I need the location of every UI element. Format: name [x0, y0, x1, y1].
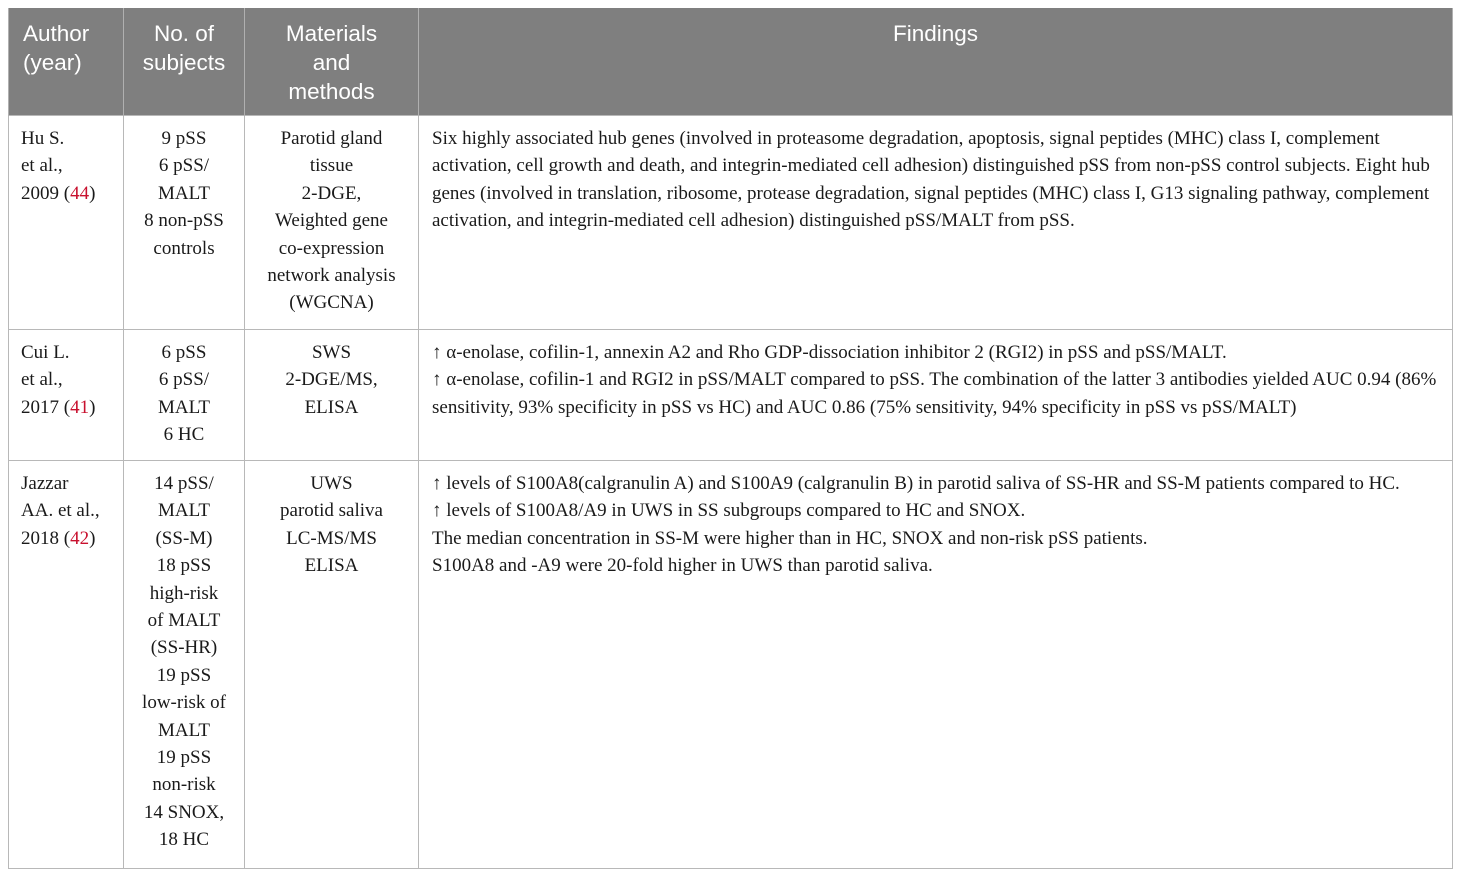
- header-findings: Findings: [419, 8, 1453, 116]
- subjects-line: 18 pSS: [156, 555, 212, 577]
- header-subjects-line: subjects: [142, 50, 226, 75]
- table-row: [9, 116, 1453, 330]
- methods-line: tissue: [309, 155, 354, 177]
- finding-paragraph: Six highly associated hub genes (involved in proteasome degradation, apoptosis, signal peptides (MHC) class I, complement activation, cell growth and death, and integrin-mediated cell adhesion) distinguished pSS from non-pSS control subjects. Eight hub genes (involved in translation, ribosome, protease degradation, signal peptides (MHC) class I, G13 signaling pathway, complement activation, and integrin-mediated cell adhesion) distinguished pSS/MALT from pSS.: [432, 128, 1430, 232]
- header-methods: [245, 8, 419, 116]
- methods-line: LC-MS/MS: [286, 527, 377, 549]
- reference-link[interactable]: 42: [70, 527, 90, 549]
- subjects-line: 19 pSS: [156, 664, 212, 686]
- methods-line: (WGCNA): [289, 292, 374, 314]
- reference-link[interactable]: 44: [70, 182, 90, 204]
- author-cell: [9, 116, 124, 330]
- methods-line: ELISA: [304, 396, 359, 418]
- subjects-line: non-risk: [152, 774, 216, 796]
- subjects-cell: [124, 461, 245, 869]
- findings-cell: [419, 330, 1453, 461]
- author-line: Cui L.: [21, 342, 70, 363]
- author-cell: [9, 461, 124, 869]
- finding-paragraph: ↑ α-enolase, cofilin-1, annexin A2 and Rho GDP-dissociation inhibitor 2 (RGI2) in pSS and pSS/MALT.: [432, 342, 1227, 363]
- methods-line: 2-DGE,: [301, 182, 362, 204]
- author-line: Hu S.: [21, 128, 65, 149]
- methods-line: Parotid gland: [280, 128, 383, 149]
- author-line: AA. et al.,: [21, 500, 100, 522]
- header-methods-line: Materials: [285, 21, 378, 46]
- finding-paragraph: ↑ levels of S100A8(calgranulin A) and S100A9 (calgranulin B) in parotid saliva of SS-HR and SS-M patients compared to HC.: [432, 473, 1400, 494]
- studies-table: [8, 8, 1453, 869]
- subjects-line: 14 SNOX,: [143, 801, 225, 823]
- subjects-line: (SS-M): [155, 527, 213, 549]
- finding-paragraph: ↑ levels of S100A8/A9 in UWS in SS subgroups compared to HC and SNOX.: [432, 500, 1026, 522]
- subjects-line: of MALT: [147, 610, 221, 632]
- subjects-line: 14 pSS/: [154, 473, 214, 494]
- methods-line: ELISA: [304, 555, 359, 577]
- findings-cell: [419, 461, 1453, 869]
- methods-line: network analysis: [267, 265, 396, 287]
- subjects-line: MALT: [157, 500, 211, 522]
- subjects-line: 8 non-pSS: [144, 210, 224, 232]
- header-author-line: Author: [23, 21, 90, 46]
- subjects-line: 6 pSS/: [158, 369, 210, 391]
- finding-paragraph: S100A8 and -A9 were 20-fold higher in UWS than parotid saliva.: [432, 555, 933, 577]
- subjects-cell: [124, 330, 245, 461]
- methods-line: co-expression: [278, 237, 385, 259]
- methods-cell: [245, 461, 419, 869]
- subjects-line: 6 pSS/: [158, 155, 210, 177]
- header-author: [9, 8, 124, 116]
- methods-line: SWS: [311, 342, 352, 363]
- subjects-line: low-risk of: [142, 692, 226, 714]
- author-cell: [9, 330, 124, 461]
- methods-line: 2-DGE/MS,: [285, 369, 378, 391]
- year-text: 2017 (: [21, 396, 71, 418]
- subjects-line: MALT: [157, 182, 211, 204]
- year-close: ): [89, 182, 96, 204]
- subjects-line: 18 HC: [158, 829, 210, 851]
- year-close: ): [89, 527, 96, 549]
- subjects-line: high-risk: [149, 582, 219, 604]
- reference-link[interactable]: 41: [70, 396, 90, 418]
- finding-paragraph: ↑ α-enolase, cofilin-1 and RGI2 in pSS/MALT compared to pSS. The combination of the latter 3 antibodies yielded AUC 0.94 (86% sensitivity, 93% specificity in pSS vs HC) and AUC 0.86 (75% sensitivity, 94% specificity in pSS vs pSS/MALT): [432, 369, 1437, 418]
- header-methods-line: and: [312, 50, 351, 75]
- author-line: et al.,: [21, 369, 63, 391]
- header-row: [9, 8, 1453, 116]
- table-row: [9, 330, 1453, 461]
- year-text: 2009 (: [21, 182, 71, 204]
- subjects-line: MALT: [157, 719, 211, 741]
- subjects-line: 6 pSS: [161, 342, 207, 363]
- findings-cell: [419, 116, 1453, 330]
- header-subjects-line: No. of: [153, 21, 215, 46]
- subjects-line: MALT: [157, 396, 211, 418]
- author-year-line: [21, 525, 117, 552]
- author-line: Jazzar: [21, 473, 69, 494]
- subjects-cell: [124, 116, 245, 330]
- methods-line: parotid saliva: [280, 500, 383, 522]
- methods-cell: [245, 116, 419, 330]
- subjects-line: 6 HC: [163, 424, 205, 446]
- year-close: ): [89, 396, 96, 418]
- methods-line: UWS: [310, 473, 353, 494]
- subjects-line: controls: [153, 237, 215, 259]
- header-subjects: [124, 8, 245, 116]
- header-methods-line: methods: [288, 79, 375, 104]
- methods-cell: [245, 330, 419, 461]
- header-author-line: (year): [23, 50, 82, 75]
- subjects-line: 9 pSS: [161, 128, 207, 149]
- author-line: et al.,: [21, 155, 63, 177]
- year-text: 2018 (: [21, 527, 71, 549]
- table-row: [9, 461, 1453, 869]
- subjects-line: 19 pSS: [156, 747, 212, 769]
- subjects-line: (SS-HR): [150, 637, 218, 659]
- author-year-line: [21, 180, 117, 207]
- methods-line: Weighted gene: [275, 210, 388, 232]
- finding-paragraph: The median concentration in SS-M were higher than in HC, SNOX and non-risk pSS patients.: [432, 527, 1148, 549]
- author-year-line: [21, 394, 117, 421]
